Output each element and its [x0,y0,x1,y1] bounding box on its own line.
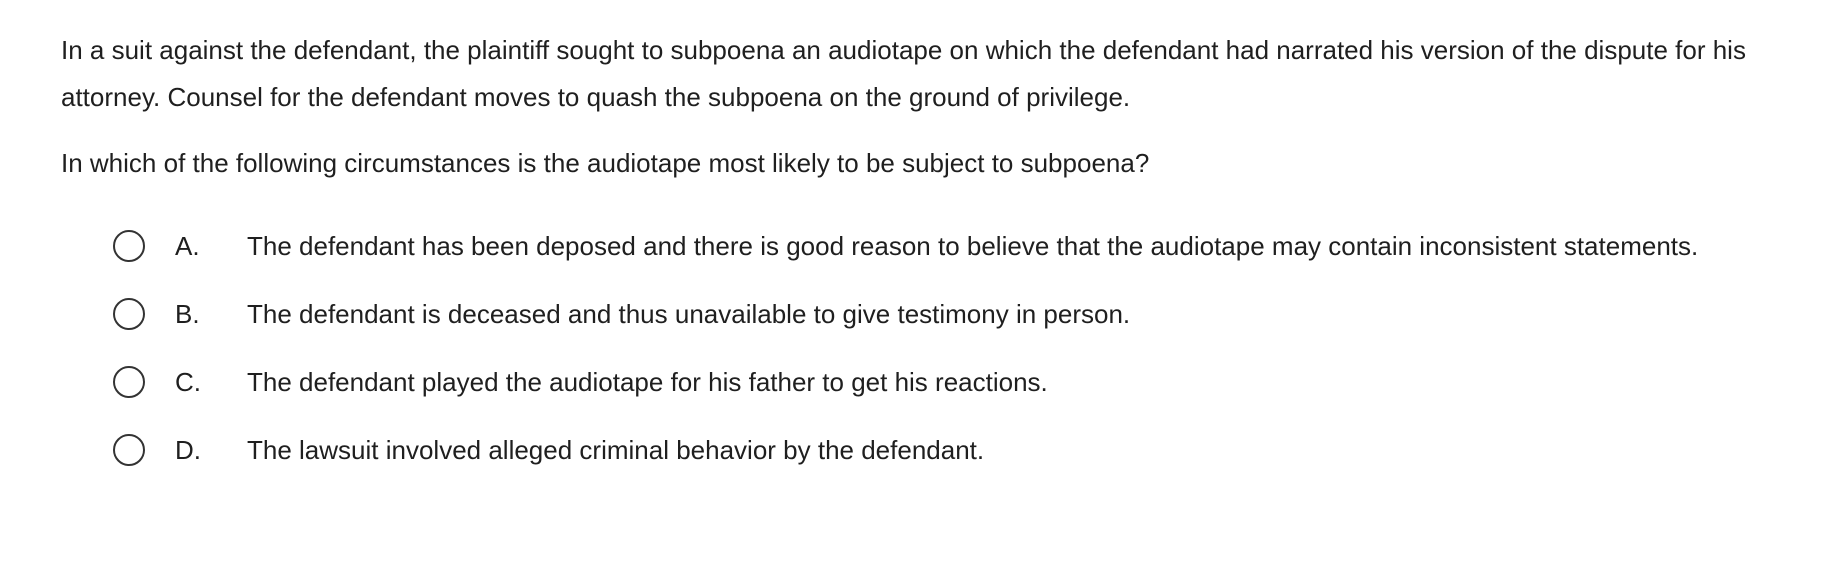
question-prompt: In which of the following circumstances is the audiotape most likely to be subject to subpoena? [61,148,1150,178]
radio-button-a[interactable] [113,230,145,262]
option-letter: D. [175,435,201,465]
option-text: The defendant is deceased and thus unavailable to give testimony in person. [247,299,1131,329]
option-a[interactable] [61,223,1801,270]
option-b[interactable] [61,291,1801,338]
radio-button-d[interactable] [113,434,145,466]
option-letter: C. [175,367,201,397]
option-c[interactable] [61,359,1801,406]
option-text: The defendant played the audiotape for his father to get his reactions. [247,367,1048,397]
radio-button-b[interactable] [113,298,145,330]
question-container [61,27,1801,495]
option-text: The lawsuit involved alleged criminal behavior by the defendant. [247,435,985,465]
option-letter: B. [175,299,200,329]
option-letter: A. [175,231,200,261]
answer-options [61,223,1801,474]
option-d[interactable] [61,427,1801,474]
option-text: The defendant has been deposed and there is good reason to believe that the audiotape may contain inconsistent statements. [247,231,1699,261]
question-stem: In a suit against the defendant, the plaintiff sought to subpoena an audiotape on which the defendant had narrated his version of the dispute for his attorney. Counsel for the defendant moves to quash the subpoena on the ground of privilege. [61,35,1746,112]
radio-button-c[interactable] [113,366,145,398]
